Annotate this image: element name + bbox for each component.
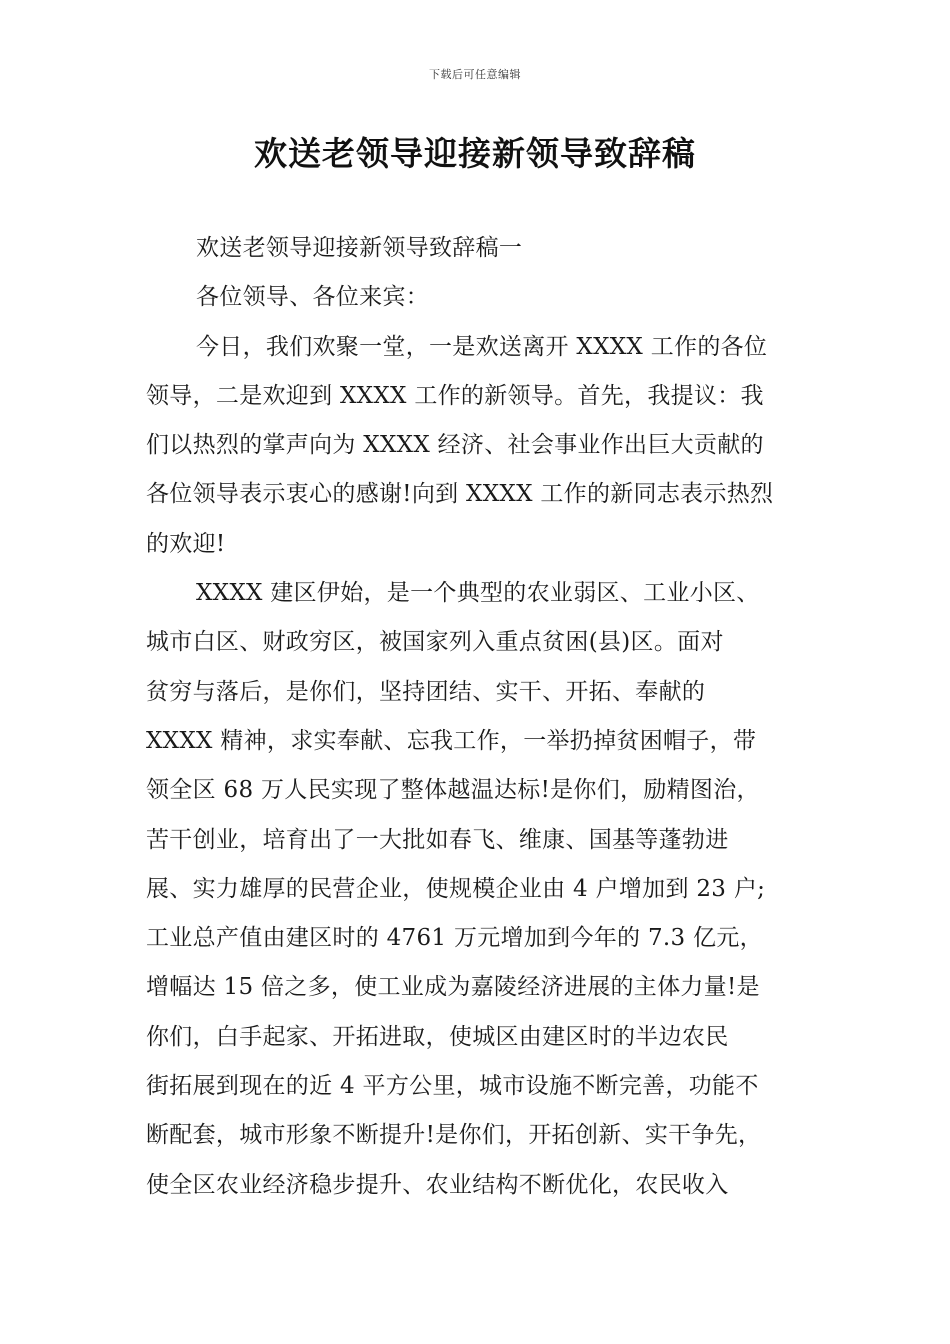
paragraph-line: 贫穷与落后，是你们，坚持团结、实干、开拓、奉献的	[146, 678, 706, 705]
paragraph-line: 领全区 68 万人民实现了整体越温达标!是你们，励精图治，	[146, 777, 760, 804]
paragraph-line: 街拓展到现在的近 4 平方公里，城市设施不断完善，功能不	[146, 1073, 759, 1100]
header-note: 下载后可任意编辑	[429, 68, 521, 81]
paragraph-line: XXXX 建区伊始，是一个典型的农业弱区、工业小区、	[196, 580, 760, 607]
paragraph-line: 增幅达 15 倍之多，使工业成为嘉陵经济进展的主体力量!是	[146, 974, 760, 1001]
paragraph-line: 各位领导表示衷心的感谢!向到 XXXX 工作的新同志表示热烈	[146, 481, 774, 508]
paragraph-line: 们以热烈的掌声向为 XXXX 经济、社会事业作出巨大贡献的	[146, 432, 764, 459]
paragraph-line: 欢送老领导迎接新领导致辞稿一	[196, 235, 523, 261]
paragraph-line: 各位领导、各位来宾：	[196, 284, 429, 311]
paragraph-line: XXXX 精神，求实奉献、忘我工作，一举扔掉贫困帽子，带	[146, 727, 757, 754]
paragraph-line: 你们，白手起家、开拓进取，使城区由建区时的半边农民	[146, 1023, 729, 1050]
paragraph-line: 城市白区、财政穷区，被国家列入重点贫困(县)区。面对	[146, 629, 724, 656]
document-title: 欢送老领导迎接新领导致辞稿	[254, 134, 696, 173]
paragraph-line: 展、实力雄厚的民营企业，使规模企业由 4 户增加到 23 户;	[146, 875, 766, 902]
paragraph-line: 工业总产值由建区时的 4761 万元增加到今年的 7.3 亿元，	[146, 925, 763, 952]
paragraph-line: 领导，二是欢迎到 XXXX 工作的新领导。首先，我提议：我	[146, 382, 764, 409]
paragraph-line: 使全区农业经济稳步提升、农业结构不断优化，农民收入	[146, 1171, 729, 1198]
paragraph-line: 断配套，城市形象不断提升!是你们，开拓创新、实干争先，	[146, 1122, 762, 1149]
paragraph-line: 苦干创业，培育出了一大批如春飞、维康、国基等蓬勃进	[146, 826, 729, 853]
paragraph-line: 今日，我们欢聚一堂，一是欢送离开 XXXX 工作的各位	[196, 333, 768, 360]
document-body	[146, 224, 826, 1210]
paragraph-line: 的欢迎!	[146, 530, 226, 557]
